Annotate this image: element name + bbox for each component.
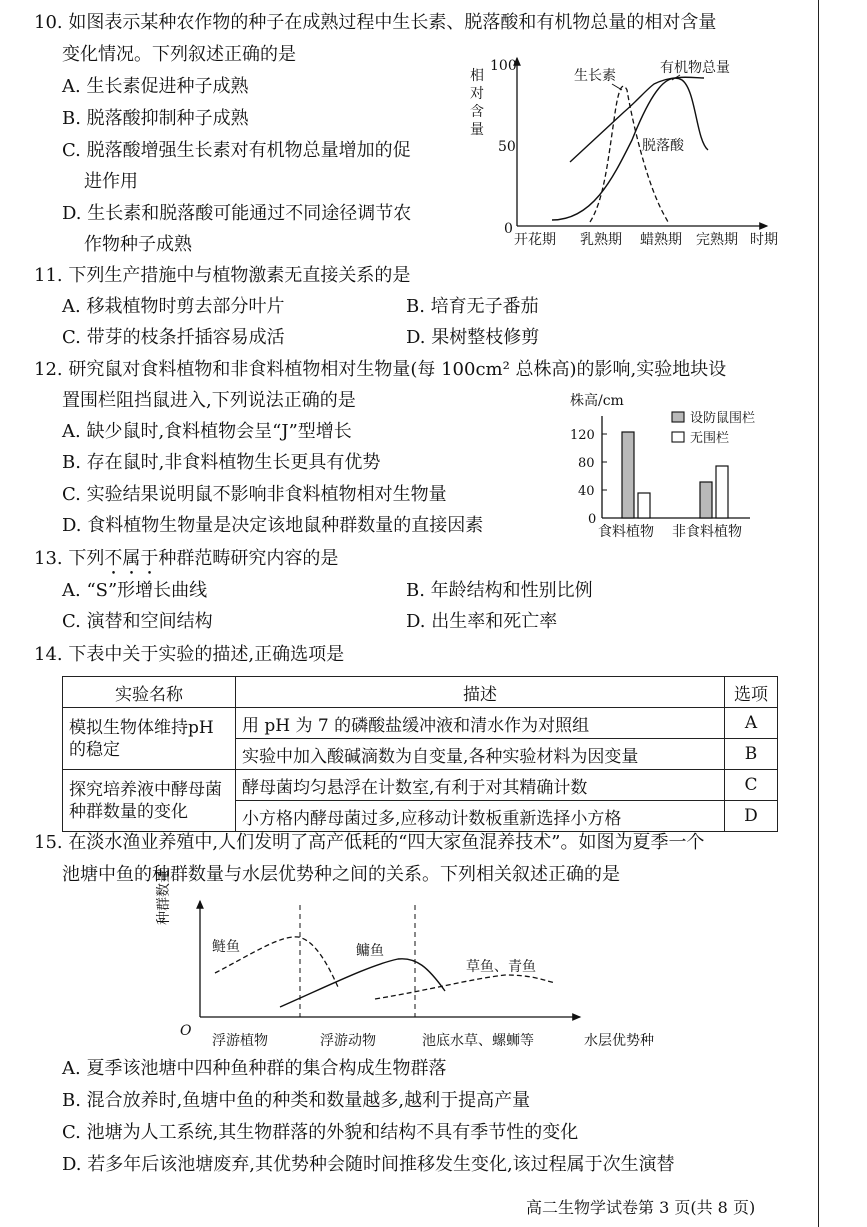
q12-bar-chart — [560, 388, 800, 548]
row-option: A — [725, 708, 778, 739]
q11-stem: 11. 下列生产措施中与植物激素无直接关系的是 — [34, 265, 411, 286]
q10-xtick-1: 开花期 — [514, 232, 556, 248]
q12-xtick-nonfood: 非食料植物 — [672, 524, 742, 540]
q12-option-a[interactable]: A. 缺少鼠时,食料植物会呈“J”型增长 — [62, 421, 352, 442]
q10-option-b[interactable]: B. 脱落酸抑制种子成熟 — [62, 108, 249, 129]
q15-xlabel: 水层优势种 — [584, 1033, 654, 1049]
q10-xtick-2: 乳熟期 — [580, 232, 622, 248]
q11-option-d[interactable]: D. 果树整枝修剪 — [406, 327, 540, 348]
q15-label-silver-carp: 鲢鱼 — [212, 939, 240, 955]
q15-origin: O — [180, 1023, 192, 1039]
q10-stem: 10. 如图表示某种农作物的种子在成熟过程中生长素、脱落酸和有机物总量的相对含量 — [34, 12, 717, 33]
q10-ytick-50: 50 — [498, 139, 516, 155]
q15-stem-cont: 池塘中鱼的种群数量与水层优势种之间的关系。下列相关叙述正确的是 — [62, 864, 620, 885]
q13-stem — [34, 548, 338, 579]
q12-xtick-food: 食料植物 — [598, 524, 654, 540]
q15-curve-grass-black-carp — [375, 975, 555, 999]
q12-legend-swatch-fenced — [672, 412, 684, 422]
q12-option-d[interactable]: D. 食料植物生物量是决定该地鼠种群数量的直接因素 — [62, 515, 484, 536]
q13-stem-emphasis: 不属于 — [104, 548, 159, 569]
q10-option-a[interactable]: A. 生长素促进种子成熟 — [62, 76, 249, 97]
q10-label-aba: 脱落酸 — [642, 138, 684, 154]
q12-legend-open: 无围栏 — [690, 431, 730, 446]
q15-option-c[interactable]: C. 池塘为人工系统,其生物群落的外貌和结构不具有季节性的变化 — [62, 1122, 579, 1143]
q15-xtick-phytoplankton: 浮游植物 — [212, 1033, 268, 1049]
header-experiment: 实验名称 — [63, 677, 236, 708]
page-footer: 高二生物学试卷第 3 页(共 8 页) — [526, 1198, 756, 1217]
experiment-name-2: 探究培养液中酵母菌种群数量的变化 — [63, 770, 236, 832]
row-description: 小方格内酵母菌过多,应移动计数板重新选择小方格 — [236, 801, 725, 832]
q13-option-a[interactable]: A. “S”形增长曲线 — [62, 580, 208, 601]
q10-ylabel-c1: 相 — [470, 68, 484, 84]
q10-leader-auxin — [612, 84, 622, 90]
row-option: B — [725, 739, 778, 770]
q12-bar-food-fenced — [622, 432, 634, 518]
q10-xtick-3: 蜡熟期 — [640, 232, 682, 248]
margin-rule — [818, 0, 819, 1227]
table-header-row — [63, 677, 778, 708]
q14-stem: 14. 下表中关于实验的描述,正确选项是 — [34, 644, 345, 665]
q11-option-c[interactable]: C. 带芽的枝条扦插容易成活 — [62, 327, 285, 348]
table-row — [63, 770, 778, 801]
q10-option-c-cont: 进作用 — [84, 171, 138, 192]
q12-bar-nonfood-open — [716, 466, 728, 518]
q14-experiment-table — [62, 676, 778, 832]
q10-label-auxin: 生长素 — [574, 68, 616, 84]
q13-option-c[interactable]: C. 演替和空间结构 — [62, 611, 213, 632]
q12-ytick-80: 80 — [578, 456, 595, 471]
q10-option-c[interactable]: C. 脱落酸增强生长素对有机物总量增加的促 — [62, 140, 411, 161]
q12-legend-fenced: 设防鼠围栏 — [690, 411, 756, 426]
q12-option-b[interactable]: B. 存在鼠时,非食料植物生长更具有优势 — [62, 452, 381, 473]
q13-stem-post: 种群范畴研究内容的是 — [158, 548, 339, 569]
q10-xtick-4: 完熟期 — [696, 232, 738, 248]
row-description: 用 pH 为 7 的磷酸盐缓冲液和清水作为对照组 — [236, 708, 725, 739]
table-row — [63, 708, 778, 739]
q15-stem: 15. 在淡水渔业养殖中,人们发明了高产低耗的“四大家鱼混养技术”。如图为夏季一个 — [34, 832, 705, 853]
q13-option-d[interactable]: D. 出生率和死亡率 — [406, 611, 558, 632]
q12-legend-swatch-open — [672, 432, 684, 442]
q12-bar-food-open — [638, 493, 650, 518]
q10-xlabel: 时期 — [750, 232, 778, 248]
q10-stem-cont: 变化情况。下列叙述正确的是 — [62, 44, 296, 65]
q12-ylabel: 株高/cm — [570, 393, 624, 409]
q11-option-b[interactable]: B. 培育无子番茄 — [406, 296, 539, 317]
q10-ytick-0: 0 — [504, 221, 513, 237]
q11-option-a[interactable]: A. 移栽植物时剪去部分叶片 — [62, 296, 285, 317]
q15-curve-bighead-carp — [280, 959, 445, 1007]
q15-ylabel: 种群数量 — [156, 869, 172, 925]
q15-option-a[interactable]: A. 夏季该池塘中四种鱼种群的集合构成生物群落 — [62, 1058, 447, 1079]
q10-ylabel-c2: 对 — [470, 86, 484, 102]
q15-label-grass-black-carp: 草鱼、青鱼 — [466, 959, 536, 975]
q15-xtick-benthic: 池底水草、螺蛳等 — [422, 1033, 534, 1049]
q15-label-bighead-carp: 鳙鱼 — [356, 943, 384, 959]
q12-bar-nonfood-fenced — [700, 482, 712, 518]
q15-xtick-zooplankton: 浮游动物 — [320, 1033, 376, 1049]
row-description: 实验中加入酸碱滴数为自变量,各种实验材料为因变量 — [236, 739, 725, 770]
q15-option-b[interactable]: B. 混合放养时,鱼塘中鱼的种类和数量越多,越利于提高产量 — [62, 1090, 531, 1111]
q10-ytick-100: 100 — [490, 58, 517, 74]
q13-stem-pre: 13. 下列 — [34, 548, 105, 569]
q10-hormone-chart — [462, 50, 792, 255]
q12-option-c[interactable]: C. 实验结果说明鼠不影响非食料植物相对生物量 — [62, 484, 447, 505]
row-option: C — [725, 770, 778, 801]
q10-label-organic: 有机物总量 — [660, 60, 730, 76]
header-option: 选项 — [725, 677, 778, 708]
q12-stem: 12. 研究鼠对食料植物和非食料植物相对生物量(每 100cm² 总株高)的影响,实验地块设 — [34, 359, 727, 380]
q13-option-b[interactable]: B. 年龄结构和性别比例 — [406, 580, 593, 601]
row-description: 酵母菌均匀悬浮在计数室,有利于对其精确计数 — [236, 770, 725, 801]
header-description: 描述 — [236, 677, 725, 708]
row-option: D — [725, 801, 778, 832]
q12-ytick-120: 120 — [570, 428, 595, 443]
q10-option-d-cont: 作物种子成熟 — [84, 234, 192, 255]
q12-ytick-0: 0 — [588, 512, 597, 527]
q12-ytick-40: 40 — [578, 484, 595, 499]
q10-option-d[interactable]: D. 生长素和脱落酸可能通过不同途径调节农 — [62, 203, 412, 224]
q10-ylabel-c3: 含 — [470, 104, 484, 120]
experiment-name-1: 模拟生物体维持pH 的稳定 — [63, 708, 236, 770]
q15-option-d[interactable]: D. 若多年后该池塘废弃,其优势种会随时间推移发生变化,该过程属于次生演替 — [62, 1154, 675, 1175]
q10-ylabel-c4: 量 — [470, 122, 484, 138]
q10-curve-aba — [552, 78, 708, 220]
q12-stem-cont: 置围栏阻挡鼠进入,下列说法正确的是 — [62, 390, 356, 411]
